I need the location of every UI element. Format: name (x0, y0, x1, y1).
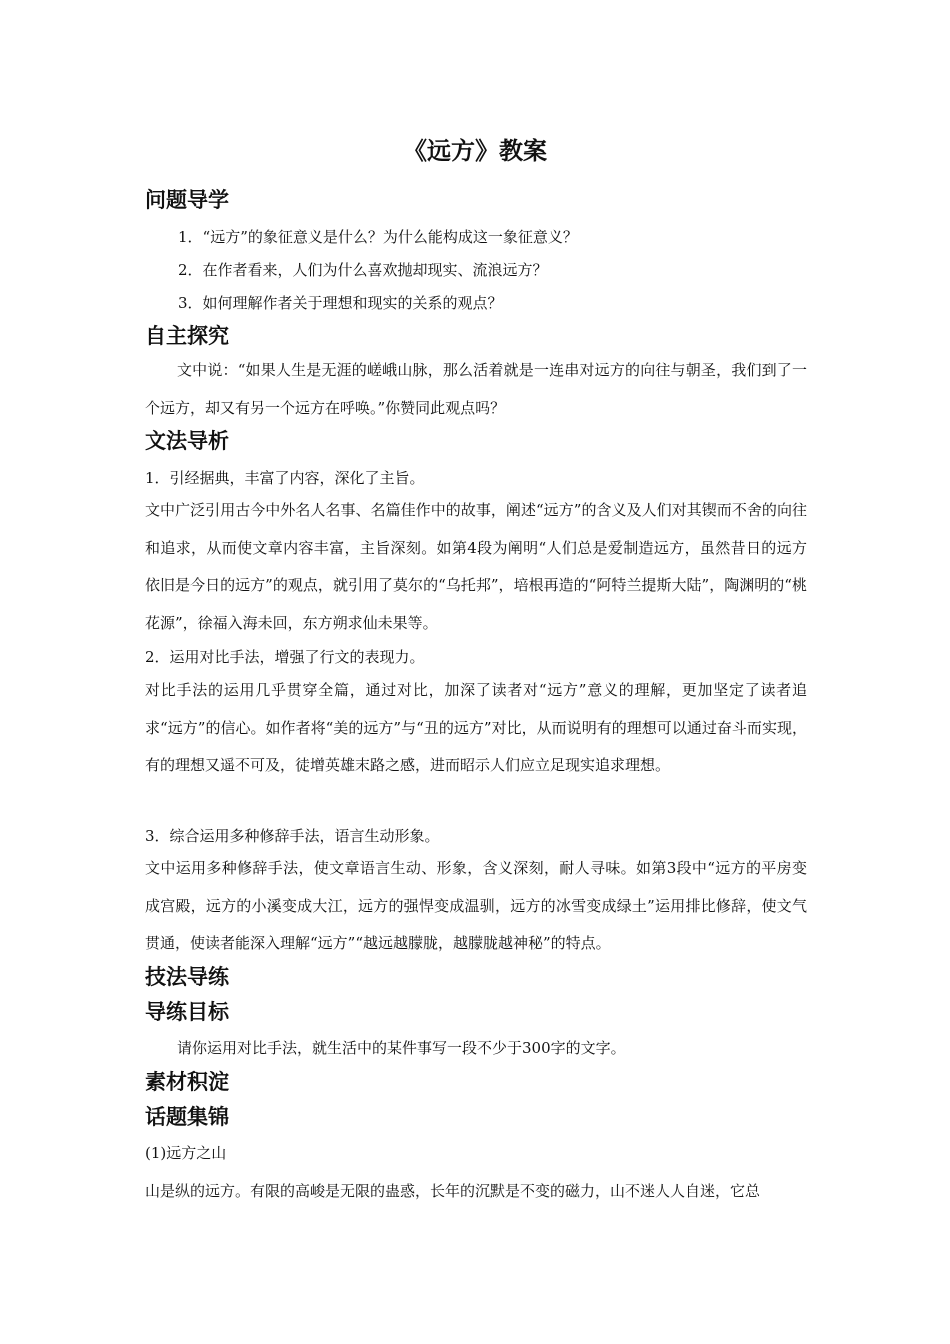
document-title: 《远方》教案 (403, 137, 547, 165)
huati-subheading: (1)远方之山 (145, 1144, 227, 1162)
heading-wenfa: 文法导析 (145, 429, 229, 453)
wenfa-paragraph-1: 文中广泛引用古今中外名人名事、名篇佳作中的故事，阐述“远方”的含义及人们对其锲而不舍的向往和追求，从而使文章内容丰富，主旨深刻。如第4段为阐明“人们总是爱制造远方，虽然昔日的远方依旧是今日的远方”的观点，就引用了莫尔的“乌托邦”，培根再造的“阿特兰提斯大陆”，陶渊明的“桃花源”，徐福入海未回，东方朔求仙未果等。 (145, 501, 807, 632)
wenfa-point-2: 2．运用对比手法，增强了行文的表现力。 (145, 648, 425, 666)
mubiao-paragraph: 请你运用对比手法，就生活中的某件事写一段不少于300字的文字。 (177, 1039, 626, 1057)
wenfa-point-3: 3．综合运用多种修辞手法，语言生动形象。 (145, 827, 440, 845)
heading-mubiao: 导练目标 (145, 1000, 229, 1024)
wenfa-paragraph-2: 对比手法的运用几乎贯穿全篇，通过对比，加深了读者对“远方”意义的理解，更加坚定了读者追求“远方”的信心。如作者将“美的远方”与“丑的远方”对比，从而说明有的理想可以通过奋斗而实现，有的理想又遥不可及，徒增英雄末路之感，进而昭示人们应立足现实追求理想。 (145, 681, 807, 774)
question-item-3: 3．如何理解作者关于理想和现实的关系的观点？ (178, 294, 503, 312)
question-item-1: 1．“远方”的象征意义是什么？为什么能构成这一象征意义？ (178, 228, 578, 246)
huati-paragraph: 山是纵的远方。有限的高峻是无限的蛊惑，长年的沉默是不变的磁力，山不迷人人自迷，它总 (145, 1182, 761, 1200)
heading-zizhu: 自主探究 (145, 324, 229, 348)
wenfa-point-1: 1．引经据典，丰富了内容，深化了主旨。 (145, 469, 425, 487)
heading-wenti: 问题导学 (145, 188, 229, 212)
heading-jifa: 技法导练 (145, 965, 229, 989)
heading-huati: 话题集锦 (145, 1105, 229, 1129)
question-item-2: 2．在作者看来，人们为什么喜欢抛却现实、流浪远方？ (178, 261, 548, 279)
zizhu-paragraph: 文中说：“如果人生是无涯的嵯峨山脉，那么活着就是一连串对远方的向往与朝圣，我们到了一个远方，却又有另一个远方在呼唤。”你赞同此观点吗？ (145, 361, 807, 417)
heading-sucai: 素材积淀 (145, 1070, 229, 1094)
wenfa-paragraph-3: 文中运用多种修辞手法，使文章语言生动、形象，含义深刻，耐人寻味。如第3段中“远方的平房变成宫殿，远方的小溪变成大江，远方的强悍变成温驯，远方的冰雪变成绿土”运用排比修辞，使文气贯通，使读者能深入理解“远方”“越远越朦胧，越朦胧越神秘”的特点。 (145, 859, 807, 952)
